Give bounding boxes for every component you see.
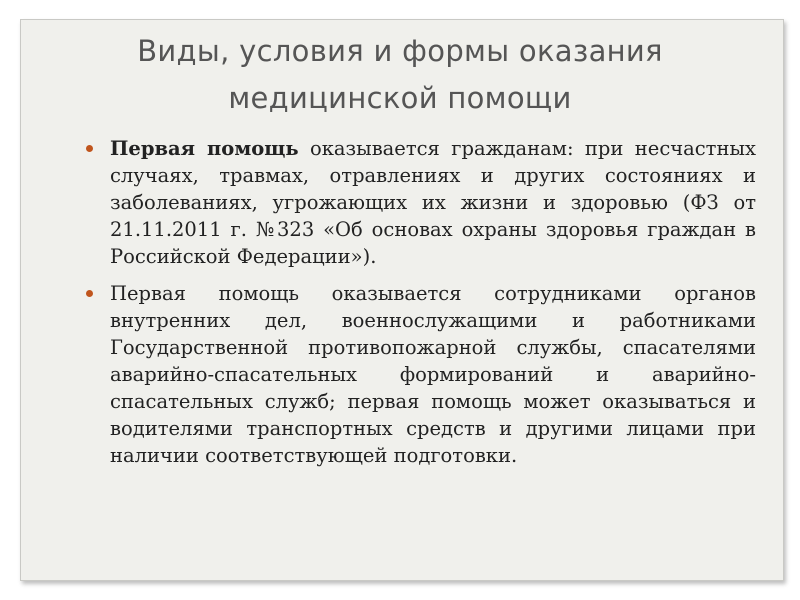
- title-line-1: Виды, условия и формы оказания: [137, 34, 663, 68]
- title-line-2: медицинской помощи: [228, 81, 572, 115]
- bullet-bold-term: Первая помощь: [110, 137, 299, 160]
- bullet-text: Первая помощь оказывается сотрудниками органов внутренних дел, военнослужащими и работниками Государственной противопожарной службы, спасателями аварийно-спасательных формирований и аварийно-спасательных служб; первая помощь может оказываться и водителями транспортных средств и другими лицами при наличии соответствующей подготовки.: [110, 282, 756, 467]
- bullet-text: оказывается гражданам: при несчастных случаях, травмах, отравлениях и других состояниях и заболеваниях, угрожающих их жизни и здоровью (ФЗ от 21.11.2011 г. №323 «Об основах охраны здоровья граждан в Российской Федерации»).: [110, 137, 756, 268]
- bullet-item-first-aid-definition: [82, 135, 756, 270]
- bullet-dot-icon: [86, 145, 93, 152]
- bullet-list: [82, 135, 756, 479]
- slide-title: [40, 28, 760, 122]
- bullet-dot-icon: [86, 290, 93, 297]
- bullet-item-first-aid-providers: [82, 280, 756, 469]
